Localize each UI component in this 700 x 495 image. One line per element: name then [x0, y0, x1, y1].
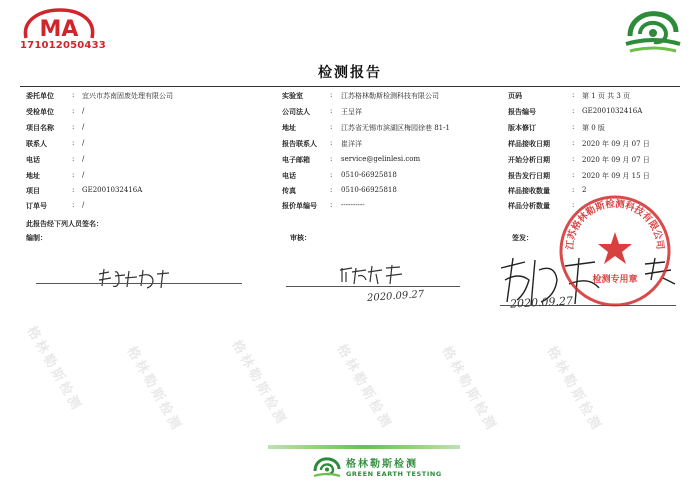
review-date: 2020.09.27 [366, 289, 425, 304]
seal-center-text: 检测专用章 [592, 275, 638, 285]
header-divider [20, 86, 680, 87]
company-logo [622, 6, 684, 56]
signature-intro: 此报告经下列人员签名： [26, 220, 103, 228]
report-value: GE2001032416A [582, 107, 643, 115]
report-label: 页码 [508, 92, 522, 100]
client-label: 委托单位 [26, 92, 54, 100]
compiler-signature-line [36, 283, 242, 284]
colon: : [572, 139, 575, 147]
report-label: 版本修订 [508, 124, 536, 132]
report-title: 检测报告 [318, 65, 382, 81]
lab-label: 地址 [282, 124, 296, 132]
client-value: / [82, 139, 85, 147]
footer-cn-name: 格林勒斯检测 [346, 459, 418, 470]
client-label: 受检单位 [26, 108, 54, 116]
report-label: 样品分析数量 [508, 202, 550, 210]
watermark-text: 格林勒斯检测 [438, 344, 500, 435]
colon: : [72, 155, 75, 163]
client-value: / [82, 107, 85, 115]
colon: : [330, 107, 333, 115]
report-value: 第 0 版 [582, 124, 605, 132]
lab-label: 报价单编号 [282, 202, 317, 210]
watermark-text: 格林勒斯检测 [23, 324, 85, 415]
watermark-text: 格林勒斯检测 [543, 344, 605, 435]
colon: : [72, 201, 75, 209]
footer-logo-icon [312, 455, 342, 481]
lab-value: service@gelinlesi.com [341, 155, 421, 163]
ma-code: 171012050433 [20, 40, 106, 51]
lab-value: 江苏格林勒斯检测科技有限公司 [341, 92, 439, 100]
client-label: 项目名称 [26, 124, 54, 132]
lab-label: 实验室 [282, 92, 303, 100]
ma-certification-logo [20, 8, 98, 42]
colon: : [330, 139, 333, 147]
colon: : [330, 201, 333, 209]
report-value: 2020 年 09 月 07 日 [582, 140, 650, 148]
watermark-text: 格林勒斯检测 [123, 344, 185, 435]
watermark-text: 格林勒斯检测 [228, 338, 290, 429]
client-label: 电话 [26, 156, 40, 164]
lab-value: 崔洋洋 [341, 140, 362, 148]
report-value: 第 1 页 共 3 页 [582, 92, 631, 100]
colon: : [572, 186, 575, 194]
report-label: 开始分析日期 [508, 156, 550, 164]
lab-value: 0510-66925818 [341, 186, 397, 194]
ma-letters: MA [39, 17, 79, 42]
colon: : [572, 91, 575, 99]
colon: : [330, 123, 333, 131]
reviewer-signature-line [286, 286, 460, 287]
colon: : [330, 186, 333, 194]
report-label: 报告发行日期 [508, 172, 550, 180]
colon: : [572, 107, 575, 115]
report-label: 样品接收数量 [508, 187, 550, 195]
lab-value: 王呈祥 [341, 108, 362, 116]
colon: : [572, 123, 575, 131]
client-value: / [82, 123, 85, 131]
client-label: 订单号 [26, 202, 47, 210]
client-value: / [82, 155, 85, 163]
compiler-label: 编制： [26, 234, 47, 242]
reviewer-signature [338, 262, 408, 286]
lab-label: 电话 [282, 172, 296, 180]
client-label: 联系人 [26, 140, 47, 148]
colon: : [72, 186, 75, 194]
report-label: 样品接收日期 [508, 140, 550, 148]
colon: : [72, 107, 75, 115]
client-value: 宜兴市苏南固废处理有限公司 [82, 92, 173, 100]
colon: : [72, 139, 75, 147]
official-seal [556, 192, 674, 310]
lab-label: 报告联系人 [282, 140, 317, 148]
footer-accent-bar [268, 445, 460, 449]
client-label: 项目 [26, 187, 40, 195]
issue-date: 2020.09.27 [509, 294, 574, 311]
colon: : [572, 155, 575, 163]
compiler-signature [95, 266, 175, 292]
colon: : [72, 171, 75, 179]
colon: : [330, 91, 333, 99]
colon: : [330, 171, 333, 179]
issuer-label: 签发： [512, 234, 533, 242]
client-value: GE2001032416A [82, 186, 143, 194]
client-value: / [82, 171, 85, 179]
lab-label: 电子邮箱 [282, 156, 310, 164]
lab-value: ---------- [341, 201, 365, 209]
watermark-text: 格林勒斯检测 [333, 342, 395, 433]
lab-label: 传真 [282, 187, 296, 195]
lab-value: 0510-66925818 [341, 171, 397, 179]
seal-star-icon [598, 232, 632, 264]
colon: : [72, 91, 75, 99]
footer-en-name: GREEN EARTH TESTING [346, 470, 442, 478]
colon: : [330, 155, 333, 163]
colon: : [572, 171, 575, 179]
client-value: / [82, 201, 85, 209]
lab-label: 公司法人 [282, 108, 310, 116]
lab-value: 江苏省无锡市滨湖区梅园徐巷 81-1 [341, 124, 450, 132]
colon: : [572, 201, 575, 209]
client-label: 地址 [26, 172, 40, 180]
colon: : [72, 123, 75, 131]
seal-ring-text: 江苏格林勒斯检测科技有限公司 [564, 198, 666, 250]
report-label: 报告编号 [508, 108, 536, 116]
report-value: 2020 年 09 月 07 日 [582, 156, 650, 164]
reviewer-label: 审核： [290, 234, 311, 242]
report-value: 2020 年 09 月 15 日 [582, 172, 650, 180]
report-value: 2 [582, 186, 587, 194]
